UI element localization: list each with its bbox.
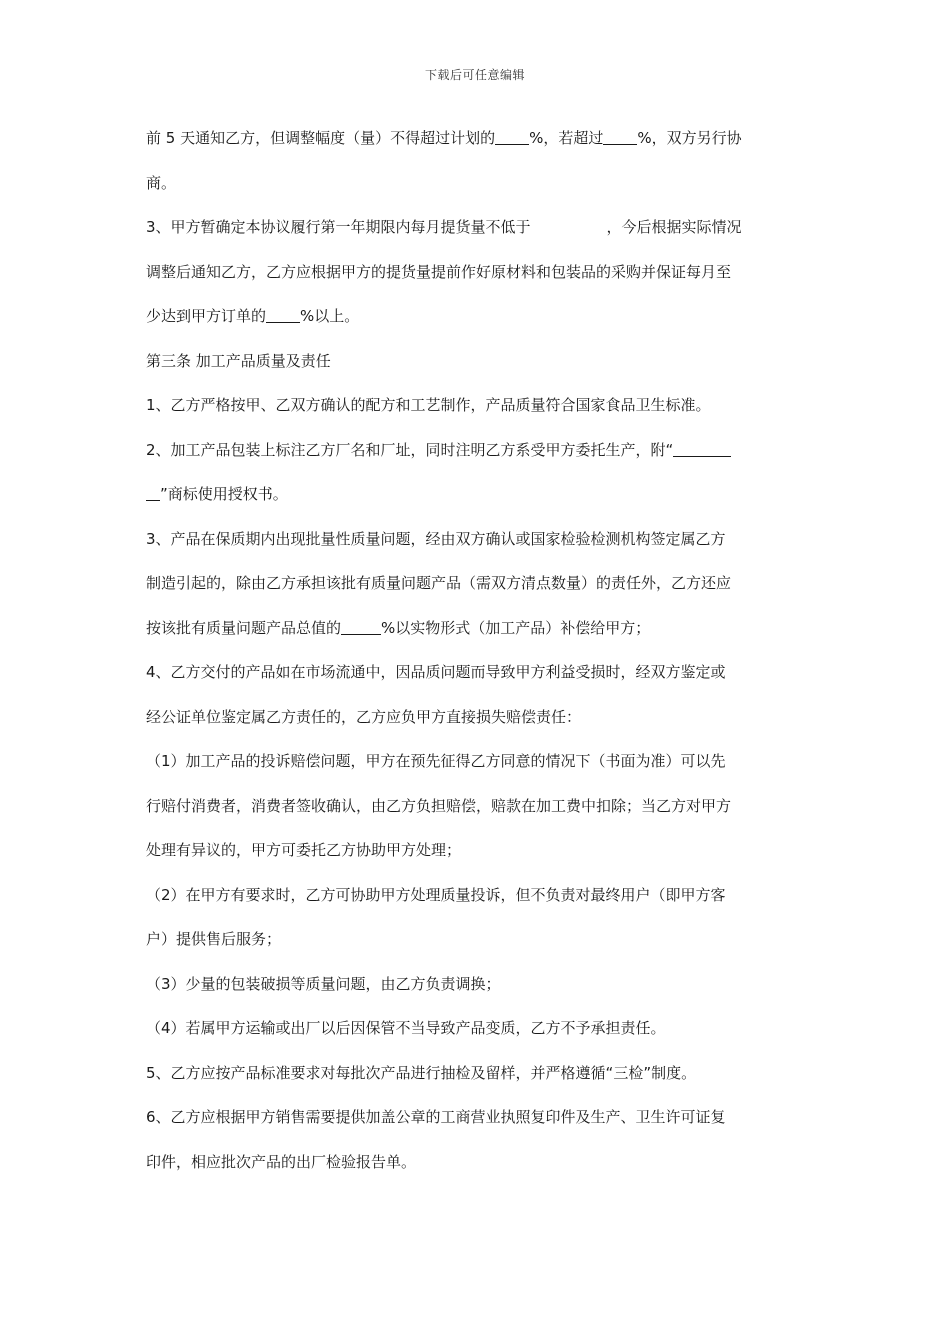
text-run: %，若超过 [529,129,604,147]
text-run: 3、产品在保质期内出现批量性质量问题，经由双方确认或国家检验检测机构签定属乙方 [146,529,726,548]
text-run: %以实物形式（加工产品）补偿给甲方； [381,618,651,637]
text-line [146,835,804,880]
text-run: 处理有异议的，甲方可委托乙方协助甲方处理； [146,841,462,859]
text-run: 5、乙方应按产品标准要求对每批次产品进行抽检及留样，并严格遵循“三检”制度。 [146,1063,697,1082]
text-line [146,791,804,836]
text-line [146,1147,804,1192]
text-run: 6、乙方应根据甲方销售需要提供加盖公章的工商营业执照复印件及生产、卫生许可证复 [146,1108,726,1126]
fill-blank [603,126,637,145]
text-run: ，今后根据实际情况 [606,218,742,236]
text-run: （2）在甲方有要求时，乙方可协助甲方处理质量投诉，但不负责对最终用户（即甲方客 [146,885,726,904]
section-heading [146,346,804,391]
fill-blank [266,304,300,323]
text-run: 户）提供售后服务； [146,930,282,948]
text-run: 少达到甲方订单的 [146,307,267,325]
text-run: （4）若属甲方运输或出厂以后因保管不当导致产品变质，乙方不予承担责任。 [146,1019,666,1037]
text-run: 商。 [146,173,177,192]
text-line [146,880,804,925]
text-line [146,1013,804,1058]
text-run: （3）少量的包装破损等质量问题，由乙方负责调换； [146,974,501,993]
fill-blank [495,126,529,145]
text-run: 制造引起的，除由乙方承担该批有质量问题产品（需双方清点数量）的责任外，乙方还应 [146,574,732,592]
text-run: 前 5 天通知乙方，但调整幅度（量）不得超过计划的 [146,129,496,147]
text-run: 印件，相应批次产品的出厂检验报告单。 [146,1152,417,1171]
text-run: 调整后通知乙方，乙方应根据甲方的提货量提前作好原材料和包装品的采购并保证每月至 [146,262,732,281]
text-line [146,212,804,257]
fill-blank [673,438,731,457]
fill-blank [146,482,160,501]
text-line [146,123,804,168]
text-run: ”商标使用授权书。 [160,485,288,503]
text-line [146,657,804,702]
text-run: 经公证单位鉴定属乙方责任的，乙方应负甲方直接损失赔偿责任： [146,707,582,726]
text-line [146,524,804,569]
text-line [146,1102,804,1147]
text-line [146,568,804,613]
text-run: 3、甲方暂确定本协议履行第一年期限内每月提货量不低于 [146,218,531,236]
text-line [146,257,804,302]
text-line [146,969,804,1014]
text-run: （1）加工产品的投诉赔偿问题，甲方在预先征得乙方同意的情况下（书面为准）可以先 [146,752,726,770]
text-line [146,168,804,213]
text-run: %以上。 [300,307,360,325]
text-line [146,613,804,658]
text-line [146,924,804,969]
page-header: 下载后可任意编辑 [424,68,525,82]
text-line [146,746,804,791]
text-run: 行赔付消费者，消费者签收确认，由乙方负担赔偿，赔款在加工费中扣除；当乙方对甲方 [146,796,732,815]
text-line [146,301,804,346]
text-line [146,390,804,435]
fill-blank [341,616,381,635]
text-line [146,702,804,747]
text-run: 按该批有质量问题产品总值的 [146,618,342,637]
text-line [146,1058,804,1103]
text-line [146,479,804,524]
text-run: 第三条 加工产品质量及责任 [146,351,331,370]
text-line [146,435,804,480]
text-run: 2、加工产品包装上标注乙方厂名和厂址，同时注明乙方系受甲方委托生产，附“ [146,440,674,459]
text-run: 1、乙方严格按甲、乙双方确认的配方和工艺制作，产品质量符合国家食品卫生标准。 [146,396,711,414]
text-run: 4、乙方交付的产品如在市场流通中，因品质问题而导致甲方利益受损时，经双方鉴定或 [146,663,726,681]
text-run: %，双方另行协 [637,129,742,147]
document-body [146,123,804,1191]
